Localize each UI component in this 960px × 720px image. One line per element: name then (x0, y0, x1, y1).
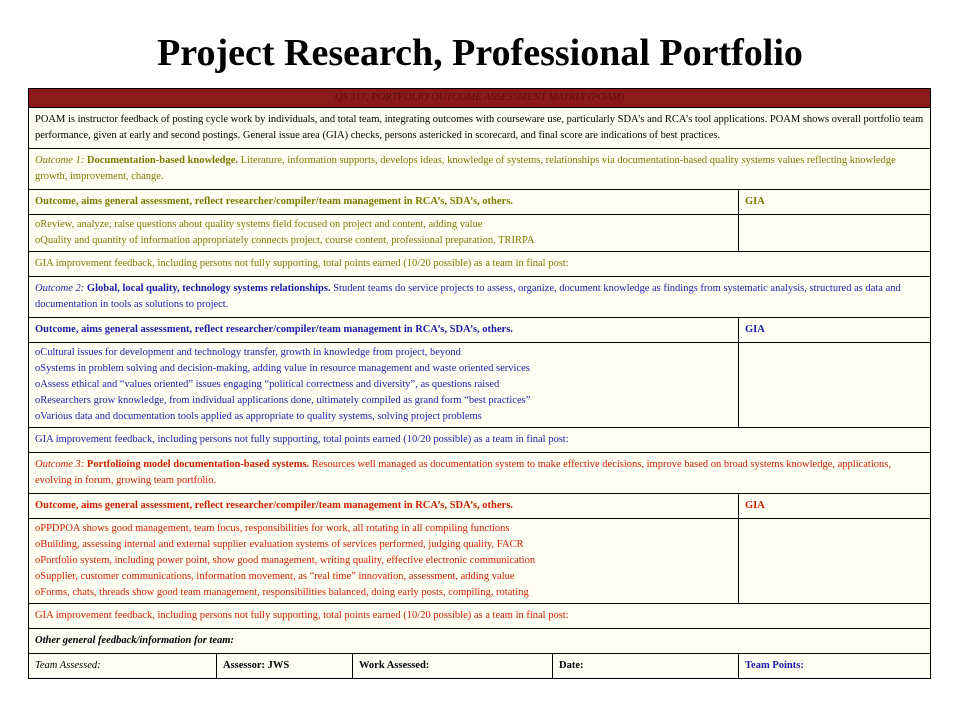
outcome-1-aims-label: Outcome, aims general assessment, reflect researcher/compiler/team management in RCA’s, SDA’s, others. (29, 190, 739, 215)
list-item: o Quality and quantity of information appropriately connects project, course content, professional preparation, TRIRPA (35, 233, 732, 249)
list-item: o Cultural issues for development and technology transfer, growth in knowledge from project, beyond (35, 345, 732, 361)
other-feedback-row (29, 629, 931, 654)
outcome-3-aims-row (29, 494, 931, 519)
footer-row (29, 654, 931, 679)
team-points-field: Team Points: (739, 654, 931, 679)
outcome-2-text: Student teams do service projects to assess, organize, document knowledge as findings from systematic analysis, structured as data and documentation in tools as solutions to project. (35, 283, 901, 310)
work-assessed-field: Work Assessed: (353, 654, 553, 679)
outcome-1-item-list (35, 217, 732, 249)
date-field: Date: (553, 654, 739, 679)
intro-text: POAM is instructor feedback of posting cycle work by individuals, and total team, integrating outcomes with courseware use, particularly SDA’s and RCA’s tool applications. POAM shows overall portfolio team performance, given at early and second postings. General issue area (GIA) checks, persons astericked in scorecard, and final score are indications of best practices. (29, 108, 931, 149)
list-item: o Forms, chats, threads show good team management, responsibilities balanced, doing early posts, compiling, rotating (35, 585, 732, 601)
outcome-1-row (29, 149, 931, 190)
outcome-3-description (29, 453, 931, 494)
outcome-2-row (29, 277, 931, 318)
outcome-1-feedback-row (29, 252, 931, 277)
list-item: o Supplier, customer communications, information movement, as “real time” innovation, assessment, adding value (35, 569, 732, 585)
outcome-1-gia-label: GIA (739, 190, 931, 215)
outcome-2-heading: Global, local quality, technology systems relationships. (86, 283, 331, 294)
outcome-2-feedback-row (29, 428, 931, 453)
outcome-1-heading: Documentation-based knowledge. (86, 155, 238, 166)
outcome-3-row (29, 453, 931, 494)
outcome-1-gia-cell (739, 215, 931, 252)
outcome-2-aims-label: Outcome, aims general assessment, reflect researcher/compiler/team management in RCA’s, SDA’s, others. (29, 318, 739, 343)
outcome-3-item-list (35, 521, 732, 601)
outcome-3-gia-label: GIA (739, 494, 931, 519)
list-item: o Various data and documentation tools applied as appropriate to quality systems, solving project problems (35, 409, 732, 425)
outcome-3-feedback: GIA improvement feedback, including persons not fully supporting, total points earned (10/20 possible) as a team in final post: (29, 604, 931, 629)
team-assessed-field: Team Assessed: (29, 654, 217, 679)
outcome-2-items-row (29, 343, 931, 428)
outcome-1-aims-row (29, 190, 931, 215)
list-item: o PPDPOA shows good management, team focus, responsibilities for work, all rotating in all compiling functions (35, 521, 732, 537)
outcome-1-feedback: GIA improvement feedback, including persons not fully supporting, total points earned (10/20 possible) as a team in final post: (29, 252, 931, 277)
page-title: Project Research, Professional Portfolio (157, 32, 803, 74)
list-item: o Researchers grow knowledge, from individual applications done, ultimately compiled as grand form “best practices” (35, 393, 732, 409)
list-item: o Systems in problem solving and decision-making, adding value in resource management and waste oriented services (35, 361, 732, 377)
outcome-2-item-list (35, 345, 732, 425)
outcome-1-items-row (29, 215, 931, 252)
intro-row (29, 108, 931, 149)
outcome-2-feedback: GIA improvement feedback, including persons not fully supporting, total points earned (10/20 possible) as a team in final post: (29, 428, 931, 453)
outcome-2-label: Outcome 2: (35, 283, 85, 294)
list-item: o Assess ethical and “values oriented” issues engaging “political correctness and diversity”, as questions raised (35, 377, 732, 393)
list-item: o Review, analyze, raise questions about quality systems field focused on project and content, adding value (35, 217, 732, 233)
outcome-3-aims-label: Outcome, aims general assessment, reflect researcher/compiler/team management in RCA’s, SDA’s, others. (29, 494, 739, 519)
outcome-2-gia-cell (739, 343, 931, 428)
outcome-3-feedback-row (29, 604, 931, 629)
list-item: o Portfolio system, including power point, show good management, writing quality, effective electronic communication (35, 553, 732, 569)
outcome-1-description (29, 149, 931, 190)
outcome-3-heading: Portfolioing model documentation-based systems. (86, 459, 310, 470)
outcome-1-text: Literature, information supports, develops ideas, knowledge of systems, relationships via documentation-based quality systems values reflecting knowledge growth, improvement, change. (35, 155, 896, 182)
other-feedback-label: Other general feedback/information for team: (29, 629, 931, 654)
outcome-3-items-row (29, 519, 931, 604)
outcome-3-label: Outcome 3: (35, 459, 85, 470)
assessor-field: Assessor: JWS (217, 654, 353, 679)
outcome-2-description (29, 277, 931, 318)
list-item: o Building, assessing internal and external supplier evaluation systems of services performed, judging quality, FACR (35, 537, 732, 553)
matrix-header: QS 317, PORTFOLIO OUTCOME ASSESSMENT MATRIX (POAM) (29, 89, 931, 108)
outcome-3-text: Resources well managed as documentation system to make effective decisions, improve based on broad systems knowledge, applications, evolving in forum, growing team portfolio. (35, 459, 891, 486)
poam-matrix (28, 88, 931, 679)
outcome-3-gia-cell (739, 519, 931, 604)
outcome-2-aims-row (29, 318, 931, 343)
outcome-2-gia-label: GIA (739, 318, 931, 343)
outcome-1-label: Outcome 1: (35, 155, 85, 166)
matrix-header-row (29, 89, 931, 108)
